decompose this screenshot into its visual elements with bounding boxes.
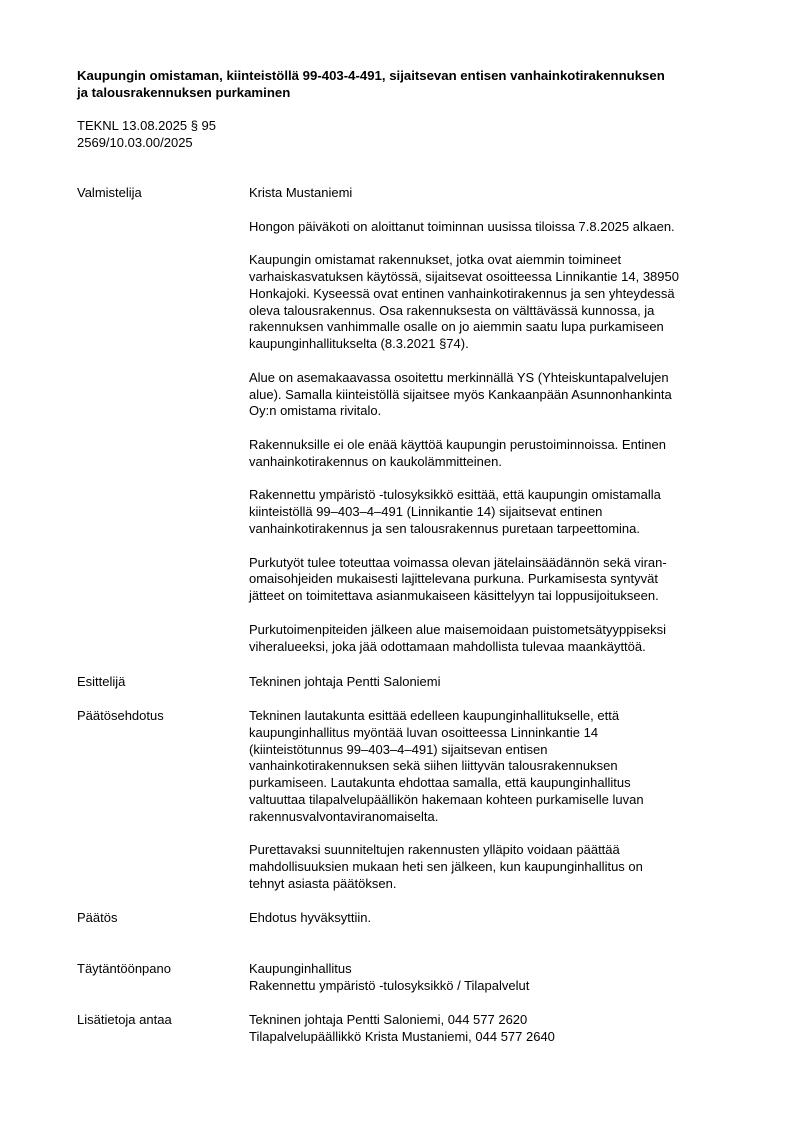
text-line: vanhainkotirakennus on kaukolämmitteinen. [249,453,502,469]
text-line: Rakennuksille ei ole enää käyttöä kaupungin perustoiminnoissa. Entinen [249,436,666,452]
text-line: Oy:n omistama rivitalo. [249,403,382,419]
text-line: Rakennettu ympäristö -tulosyksikkö / Tilapalvelut [249,977,530,993]
paragraph [249,370,739,420]
contact-line: Tekninen johtaja Pentti Saloniemi, 044 577 2620 [249,1012,528,1027]
meeting-reference: TEKNL 13.08.2025 § 95 [77,118,217,133]
title-line-2: ja talousrakennuksen purkaminen [77,84,291,100]
text-line: Purkutoimenpiteiden jälkeen alue maisemoidaan puistometsätyyppiseksi [249,621,666,637]
text-line: purkamiseen. Lautakunta ehdottaa samalla, että kaupunginhallitus [249,775,631,791]
esittelija-value: Tekninen johtaja Pentti Saloniemi [249,674,441,689]
text-line: Kaupunginhallitus [249,961,352,976]
text-line: oleva talousrakennus. Osa rakennuksesta on välttävässä kunnossa, ja [249,302,655,318]
text-line: Tekninen lautakunta esittää edelleen kaupunginhallitukselle, että [249,708,620,723]
text-line: vanhainkotirakennus ja sen talousrakennus puretaan tarpeettomina. [249,520,640,536]
text-line: valtuuttaa tilapalvelupäällikön hakemaan kohteen purkamiselle luvan [249,791,644,807]
paatosehdotus-label: Päätösehdotus [77,708,164,723]
paatos-value: Ehdotus hyväksyttiin. [249,910,372,925]
text-line: rakennusvalvontaviranomaiselta. [249,808,439,824]
text-line: (kiinteistötunnus 99–403–4–491) sijaitsevan entisen [249,741,548,757]
text-line: Hongon päiväkoti on aloittanut toiminnan uusissa tiloissa 7.8.2025 alkaen. [249,218,675,234]
valmistelija-content [249,185,739,655]
text-line: Rakennettu ympäristö -tulosyksikkö esittää, että kaupungin omistamalla [249,487,661,503]
paragraph [249,842,739,892]
valmistelija-label: Valmistelija [77,185,142,200]
text-line: Purettavaksi suunniteltujen rakennusten ylläpito voidaan päättää [249,842,620,858]
text-line: alue). Samalla kiinteistöllä sijaitsee myös Kankaanpään Asunnonhankinta [249,386,672,402]
paragraph [249,622,739,656]
text-line: varhaiskasvatuksen käytössä, sijaitsevat osoitteessa Linnikantie 14, 38950 [249,268,679,284]
paragraph [249,487,739,537]
paatosehdotus-content [249,708,739,893]
case-number: 2569/10.03.00/2025 [77,134,193,150]
text-line: kaupunginhallitukselta (8.3.2021 §74). [249,336,469,352]
text-line: Purkutyöt tulee toteuttaa voimassa olevan jätelainsäädännön sekä viran- [249,554,667,570]
text-line: Honkajoki. Kyseessä ovat entinen vanhainkotirakennus ja sen yhteydessä [249,285,675,301]
document-title [77,68,747,101]
contact-line: Tilapalvelupäällikkö Krista Mustaniemi, 044 577 2640 [249,1028,555,1044]
taytantoonpano-label: Täytäntöönpano [77,961,171,976]
text-line: mahdollisuuksien mukaan heti sen jälkeen, kun kaupunginhallitus on [249,859,643,875]
esittelija-label: Esittelijä [77,674,126,689]
lisatietoja-content [249,1012,739,1046]
taytantoonpano-content [249,961,739,995]
text-line: jätteet on toimitettava asianmukaiseen käsittelyyn tai loppusijoitukseen. [249,588,659,604]
text-line: viheralueeksi, joka jää odottamaan mahdollista tulevaa maankäyttöä. [249,638,646,654]
lisatietoja-label: Lisätietoja antaa [77,1012,172,1027]
paragraph [249,708,739,826]
text-line: omaisohjeiden mukaisesti lajittelevana purkuna. Purkamisesta syntyvät [249,571,658,587]
paragraph [249,252,739,353]
valmistelija-name: Krista Mustaniemi [249,185,353,200]
paragraph [249,219,739,236]
paatos-label: Päätös [77,910,118,925]
text-line: Kaupungin omistamat rakennukset, jotka ovat aiemmin toimineet [249,252,622,268]
text-line: Alue on asemakaavassa osoitettu merkinnällä YS (Yhteiskuntapalvelujen [249,369,669,385]
text-line: tehnyt asiasta päätöksen. [249,875,397,891]
text-line: kaupunginhallitus myöntää luvan osoitteessa Linninkantie 14 [249,724,599,740]
text-line: vanhainkotirakennuksen sekä siihen liittyvän talousrakennuksen [249,758,618,774]
paragraph [249,437,739,471]
text-line: rakennuksen vanhimmalle osalle on jo aiemmin saatu lupa purkamiseen [249,319,664,335]
text-line: kiinteistöllä 99–403–4–491 (Linnikantie 14) sijaitsevat entinen [249,504,603,520]
title-line-1: Kaupungin omistaman, kiinteistöllä 99-403-4-491, sijaitsevan entisen vanhainkotirakennuksen [77,68,665,83]
paragraph [249,555,739,605]
